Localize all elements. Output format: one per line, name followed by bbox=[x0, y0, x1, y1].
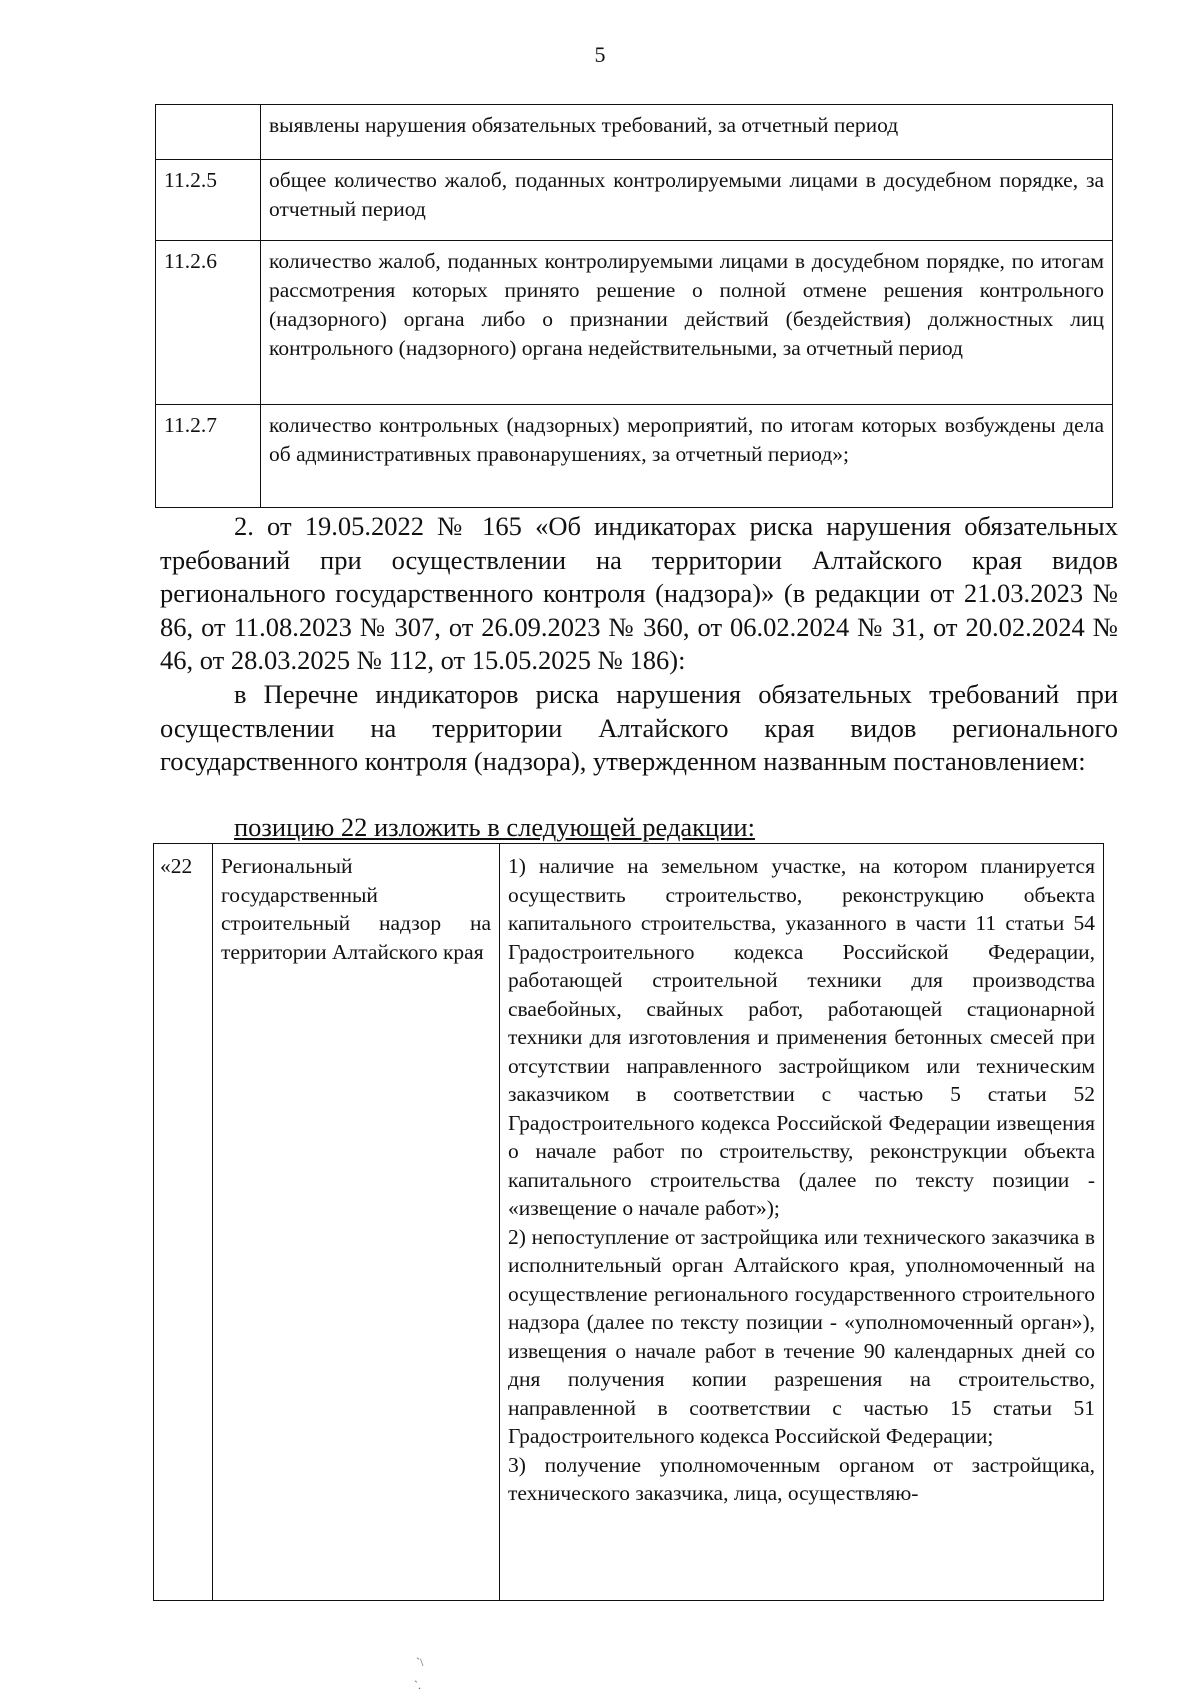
row-text: количество жалоб, поданных контролируемыми лицами в досудебном порядке, по итогам рассмотрения которых принято решение о полной отмене решения контрольного (надзорного) органа либо о признании действий (бездействия) должностных лиц контрольного (надзорного) органа недействительными, за отчетный период bbox=[261, 241, 1113, 405]
position-22-instruction: позицию 22 изложить в следующей редакции: bbox=[234, 812, 755, 842]
row-text: количество контрольных (надзорных) мероприятий, по итогам которых возбуждены дела об административных правонарушениях, за отчетный период»; bbox=[261, 405, 1113, 508]
position-22-table bbox=[153, 843, 1104, 1601]
row-number: 11.2.7 bbox=[156, 405, 261, 508]
risk-indicator-item: 1) наличие на земельном участке, на котором планируется осуществить строительство, реконструкцию объекта капитального строительства, указанного в части 11 статьи 54 Градостроительного кодекса Российской Федерации, работающей строительной техники для производства сваебойных, свайных работ, работающей стационарной техники для изготовления и применения бетонных смесей при отсутствии направленного застройщиком или техническим заказчиком в соответствии с частью 5 статьи 52 Градостроительного кодекса Российской Федерации извещения о начале работ по строительству, реконструкции объекта капитального строительства (далее по тексту позиции - «извещение о начале работ»); bbox=[508, 854, 1095, 1220]
scan-speck: `\ bbox=[416, 1655, 424, 1669]
risk-indicator-item: 3) получение уполномоченным органом от застройщика, технического заказчика, лица, осуществляю- bbox=[508, 1452, 1095, 1505]
control-type-name: Региональный государственный строительный надзор на территории Алтайского края bbox=[213, 844, 500, 1601]
row-number bbox=[156, 105, 261, 160]
row-number: 11.2.6 bbox=[156, 241, 261, 405]
risk-indicators-cell bbox=[500, 844, 1104, 1601]
position-number: «22 bbox=[154, 844, 213, 1601]
scan-speck: `. bbox=[414, 1678, 421, 1692]
table-row bbox=[156, 105, 1113, 160]
indicators-table-continued bbox=[155, 104, 1113, 508]
row-text: общее количество жалоб, поданных контролируемыми лицами в досудебном порядке, за отчетный период bbox=[261, 160, 1113, 241]
table-row bbox=[156, 405, 1113, 508]
row-text: выявлены нарушения обязательных требований, за отчетный период bbox=[261, 105, 1113, 160]
table-row bbox=[156, 241, 1113, 405]
table-row bbox=[156, 160, 1113, 241]
page-number: 5 bbox=[594, 42, 606, 67]
risk-indicator-item: 2) непоступление от застройщика или технического заказчика в исполнительный орган Алтайского края, уполномоченный на осуществление регионального государственного строительного надзора (далее по тексту позиции - «уполномоченный орган»), извещения о начале работ в течение 90 календарных дней со дня получения копии разрешения на строительство, направленной в соответствии с частью 15 статьи 51 Градостроительного кодекса Российской Федерации; bbox=[508, 1224, 1095, 1448]
amendment-perechen-paragraph: в Перечне индикаторов риска нарушения обязательных требований при осуществлении на территории Алтайского края видов регионального государственного контроля (надзора), утвержденном названным постановлением: bbox=[160, 679, 1118, 776]
row-number: 11.2.5 bbox=[156, 160, 261, 241]
amendment-item-2: 2. от 19.05.2022 № 165 «Об индикаторах риска нарушения обязательных требований при осуществлении на территории Алтайского края видов регионального государственного контроля (надзора)» (в редакции от 21.03.2023 № 86, от 11.08.2023 № 307, от 26.09.2023 № 360, от 06.02.2024 № 31, от 20.02.2024 № 46, от 28.03.2025 № 112, от 15.05.2025 № 186): bbox=[160, 511, 1118, 675]
table-row bbox=[154, 844, 1104, 1601]
